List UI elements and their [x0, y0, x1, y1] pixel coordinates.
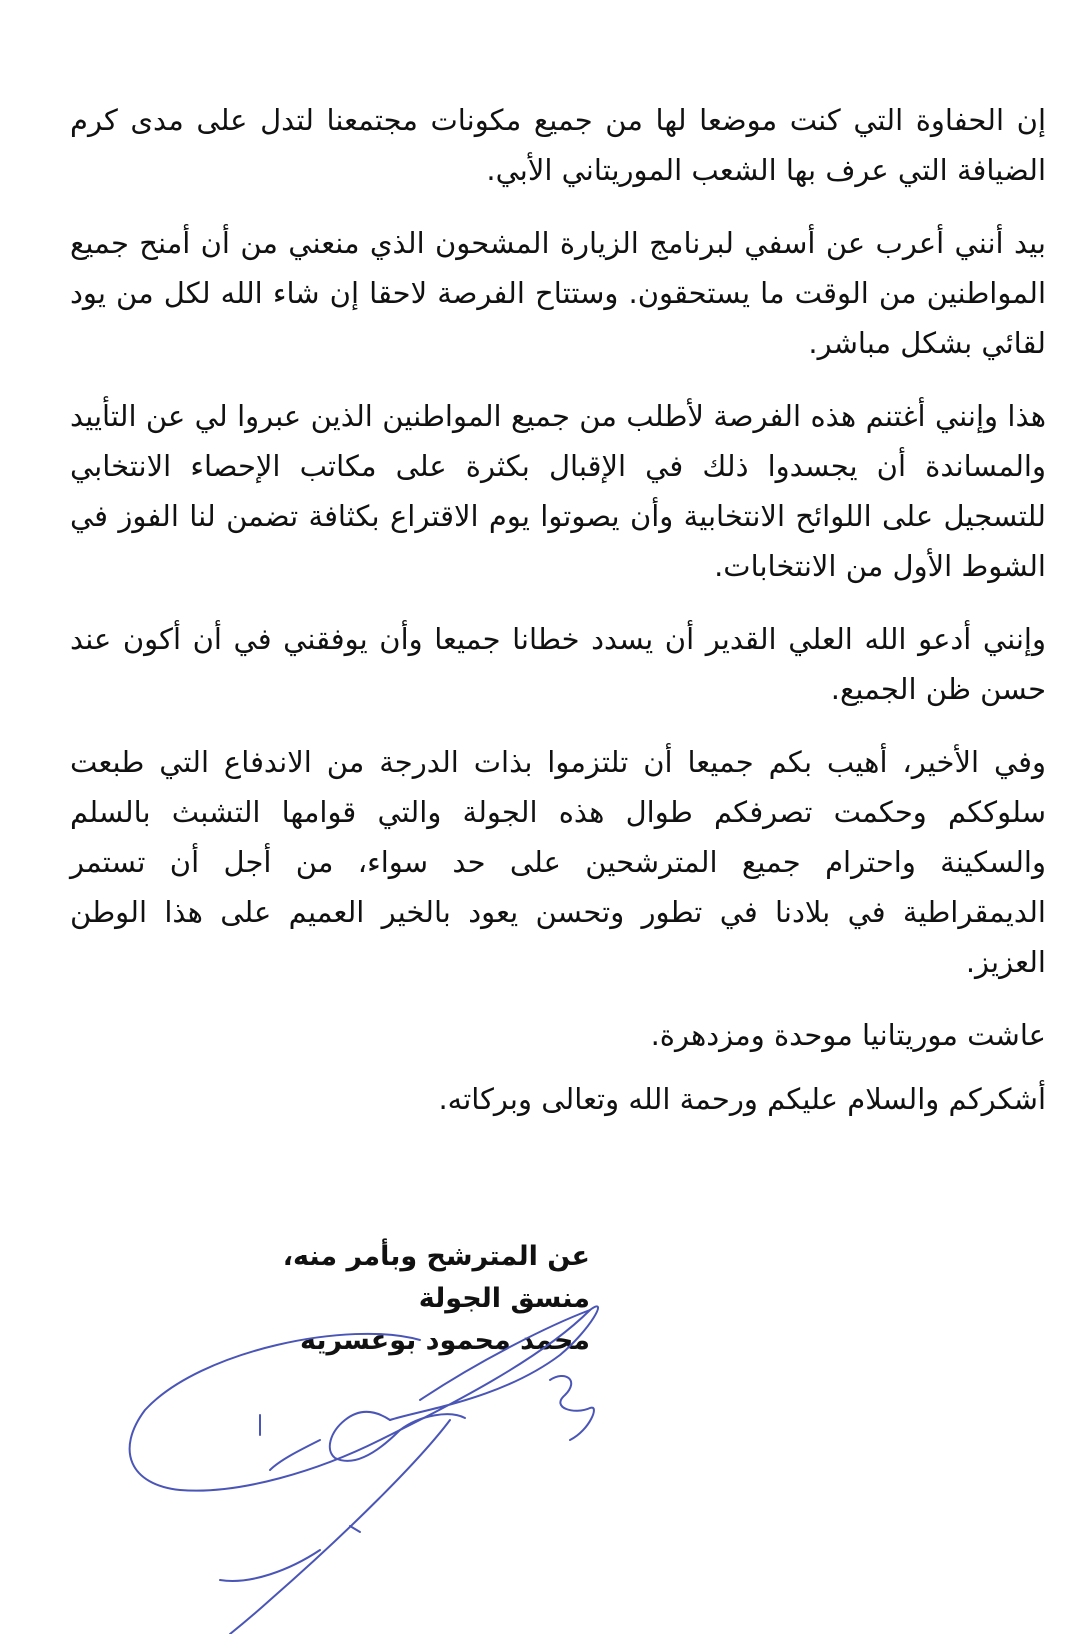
letter-body	[70, 95, 1046, 1138]
signature-on-behalf-line: عن المترشح وبأمر منه،	[282, 1241, 590, 1272]
paragraph-registration-call: هذا وإنني أغتنم هذه الفرصة لأطلب من جميع المواطنين الذين عبروا لي عن التأييد والمساندة أن يجسدوا ذلك في الإقبال بكثرة على مكاتب الإحصاء الانتخابي للتسجيل على اللوائح الانتخابية وأن يصوتوا يوم الاقتراع بكثافة تضمن لنا الفوز في الشوط الأول من الانتخابات.	[70, 399, 1046, 583]
paragraph-prayer: وإنني أدعو الله العلي القدير أن يسدد خطانا جميعا وأن يوفقني في أن أكون عند حسن ظن الجميع.	[70, 622, 1046, 706]
paragraph-closing-appeal: وفي الأخير، أهيب بكم جميعا أن تلتزموا بذات الدرجة من الاندفاع التي طبعت سلوككم وحكمت تصرفكم طوال هذه الجولة والتي قوامها التشبث بالسلم والسكينة واحترام جميع المترشحين على حد سواء، من أجل أن تستمر الديمقراطية في بلادنا في تطور وتحسن يعود بالخير العميم على هذا الوطن العزيز.	[70, 745, 1046, 979]
paragraph-schedule-regret: بيد أنني أعرب عن أسفي لبرنامج الزيارة المشحون الذي منعني من أن أمنح جميع المواطنين من الوقت ما يستحقون. وستتاح الفرصة لاحقا إن شاء الله لكل من يود لقائي بشكل مباشر.	[70, 226, 1046, 360]
paragraph-hospitality: إن الحفاوة التي كنت موضعا لها من جميع مكونات مجتمعنا لتدل على مدى كرم الضيافة التي عرف بها الشعب الموريتاني الأبي.	[70, 103, 1046, 187]
signature-role-line: منسق الجولة	[418, 1283, 590, 1314]
signature-name-line: محمد محمود بوعسريه	[299, 1325, 590, 1356]
paragraph-long-live-mauritania: عاشت موريتانيا موحدة ومزدهرة.	[650, 1018, 1046, 1052]
handwritten-signature	[120, 1300, 640, 1634]
paragraph-thanks: أشكركم والسلام عليكم ورحمة الله وتعالى وبركاته.	[438, 1082, 1046, 1116]
